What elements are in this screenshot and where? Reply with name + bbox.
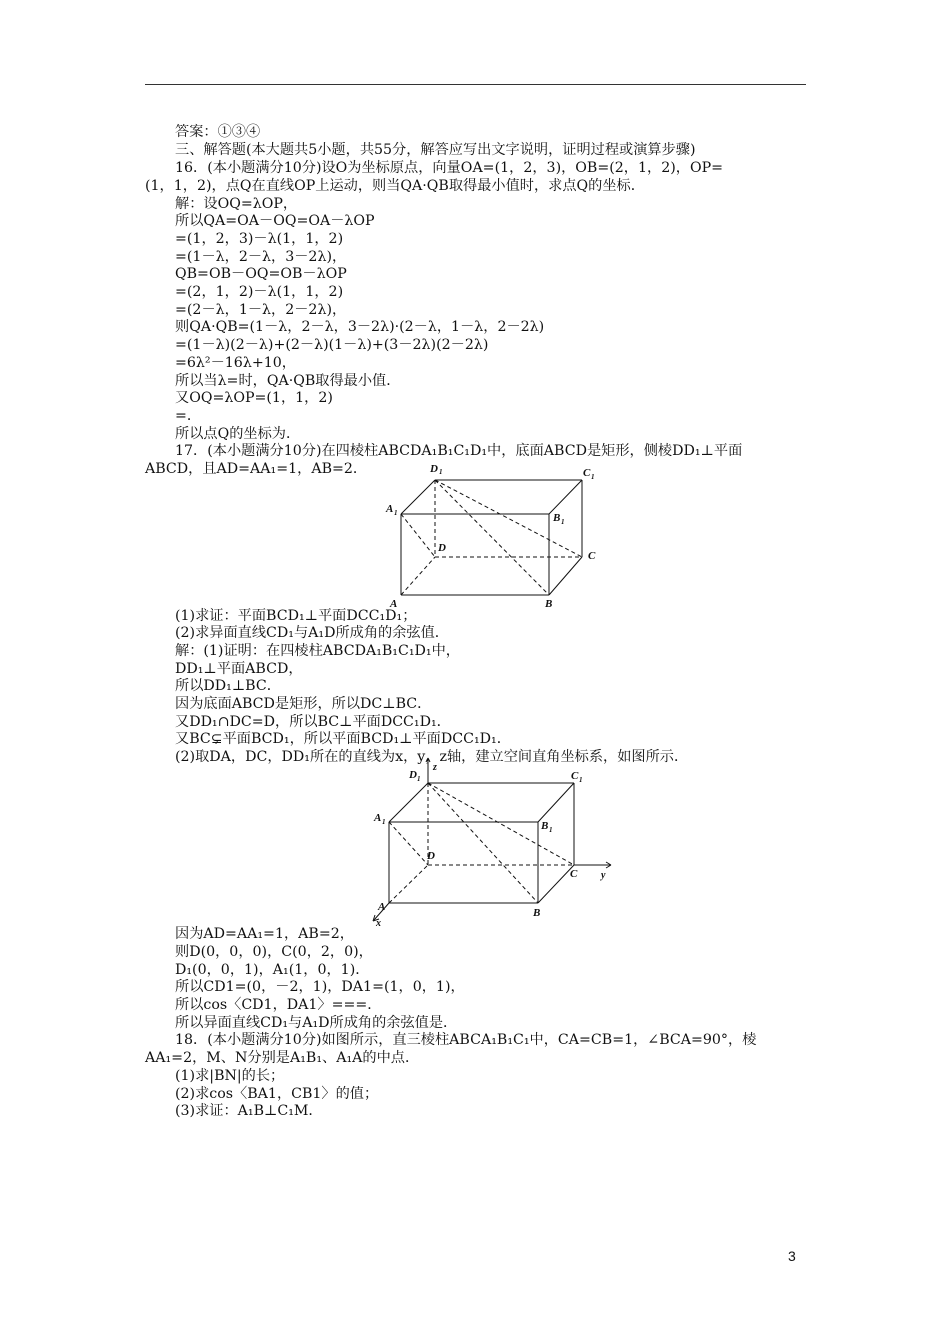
solution-line: =(1，2，3)－λ(1，1，2) — [175, 231, 344, 247]
solution-line: 所以CD1=(0，－2，1)，DA1=(1，0，1)， — [175, 979, 465, 995]
solution-line: DD₁⊥平面ABCD， — [175, 661, 303, 677]
label-D: D — [438, 542, 446, 554]
label-sub: 1 — [561, 518, 565, 526]
solution-line: D₁(0，0，1)，A₁(1，0，1)． — [175, 962, 370, 978]
solution-line: =6λ²－16λ+10， — [175, 355, 296, 371]
question-1: (1)求|BN|的长； — [175, 1068, 285, 1084]
label-C: C — [570, 868, 578, 880]
solution-line: 所以DD₁⊥BC． — [175, 678, 281, 694]
solution-line: 又DD₁∩DC=D，所以BC⊥平面DCC₁D₁． — [175, 714, 451, 730]
solution-line: 因为底面ABCD是矩形，所以DC⊥BC． — [175, 696, 432, 712]
page-number: 3 — [788, 1248, 796, 1264]
solution-line: 则D(0，0，0)，C(0，2，0)， — [175, 944, 373, 960]
prism-figure-2 — [360, 758, 620, 928]
solution-line: =(1－λ，2－λ，3－2λ)， — [175, 249, 347, 265]
problem-17-statement-cont: ABCD，且AD=AA₁=1，AB=2． — [145, 461, 368, 477]
label-B1: B — [541, 820, 549, 832]
label-A: A — [390, 598, 398, 610]
section-heading: 三、解答题(本大题共5小题，共55分，解答应写出文字说明，证明过程或演算步骤) — [175, 142, 696, 158]
label-B1: B — [553, 512, 561, 524]
label-sub: 1 — [549, 826, 553, 834]
solution-line: (2)取DA，DC，DD₁所在的直线为x，y，z轴，建立空间直角坐标系，如图所示． — [175, 749, 689, 765]
solution-line: =． — [175, 408, 202, 424]
label-A1: A — [374, 812, 382, 824]
question-1: (1)求证：平面BCD₁⊥平面DCC₁D₁； — [175, 608, 417, 624]
solution-line: QB=OB－OQ=OB－λOP — [175, 266, 347, 282]
label-sub: 1 — [439, 468, 443, 476]
label-sub: 1 — [591, 473, 595, 481]
header-rule — [145, 84, 806, 85]
solution-line: =(2－λ，1－λ，2－2λ)， — [175, 302, 347, 318]
label-A: A — [378, 901, 386, 913]
label-D1: D — [430, 463, 438, 475]
solution-line: 解：(1)证明：在四棱柱ABCDA₁B₁C₁D₁中， — [175, 643, 460, 659]
solution-line: =(2，1，2)－λ(1，1，2) — [175, 284, 344, 300]
question-2: (2)求cos〈BA1，CB1〉的值； — [175, 1086, 379, 1102]
solution-line: 所以点Q的坐标为． — [175, 426, 301, 442]
label-C1: C — [583, 467, 591, 479]
answer-line: 答案：①③④ — [175, 124, 261, 140]
problem-16-statement-cont: (1，1，2)，点Q在直线OP上运动，则当QA·QB取得最小值时，求点Q的坐标． — [145, 178, 645, 194]
label-sub: 1 — [394, 509, 398, 517]
label-sub: 1 — [382, 818, 386, 826]
solution-line: 解：设OQ=λOP， — [175, 196, 298, 212]
label-C1: C — [571, 770, 579, 782]
label-B: B — [533, 907, 541, 919]
problem-18-statement-cont: AA₁=2，M、N分别是A₁B₁、A₁A的中点． — [145, 1050, 420, 1066]
solution-line: 则QA·QB=(1－λ，2－λ，3－2λ)·(2－λ，1－λ，2－2λ) — [175, 319, 545, 335]
problem-16-statement: 16．(本小题满分10分)设O为坐标原点，向量OA=(1，2，3)，OB=(2，1，2)，OP= — [175, 160, 724, 176]
label-B: B — [545, 598, 553, 610]
solution-line: =(1－λ)(2－λ)+(2－λ)(1－λ)+(3－2λ)(2－2λ) — [175, 337, 489, 353]
axis-z-label: z — [433, 762, 437, 773]
label-D1: D — [409, 769, 417, 781]
axis-x-label: x — [376, 918, 381, 929]
question-2: (2)求异面直线CD₁与A₁D所成角的余弦值． — [175, 625, 449, 641]
solution-line: 所以QA=OA－OQ=OA－λOP — [175, 213, 375, 229]
label-A1: A — [386, 503, 394, 515]
solution-line: 因为AD=AA₁=1，AB=2， — [175, 926, 354, 942]
solution-line: 所以当λ=时，QA·QB取得最小值． — [175, 373, 401, 389]
solution-line: 所以异面直线CD₁与A₁D所成角的余弦值是． — [175, 1015, 458, 1031]
solution-line: 又OQ=λOP=(1，1，2) — [175, 390, 333, 406]
label-sub: 1 — [579, 776, 583, 784]
question-3: (3)求证：A₁B⊥C₁M． — [175, 1103, 323, 1119]
solution-line: 所以cos〈CD1，DA1〉===． — [175, 997, 382, 1013]
solution-line: 又BC⊊平面BCD₁，所以平面BCD₁⊥平面DCC₁D₁． — [175, 731, 511, 747]
label-D: D — [427, 850, 435, 862]
problem-17-statement: 17．(本小题满分10分)在四棱柱ABCDA₁B₁C₁D₁中，底面ABCD是矩形，侧棱DD₁⊥平面 — [175, 443, 743, 459]
label-C: C — [588, 550, 596, 562]
problem-18-statement: 18．(本小题满分10分)如图所示，直三棱柱ABCA₁B₁C₁中，CA=CB=1，∠BCA=90°，棱 — [175, 1032, 757, 1048]
axis-y-label: y — [601, 870, 606, 881]
prism-figure-1 — [370, 463, 610, 614]
label-sub: 1 — [417, 775, 421, 783]
